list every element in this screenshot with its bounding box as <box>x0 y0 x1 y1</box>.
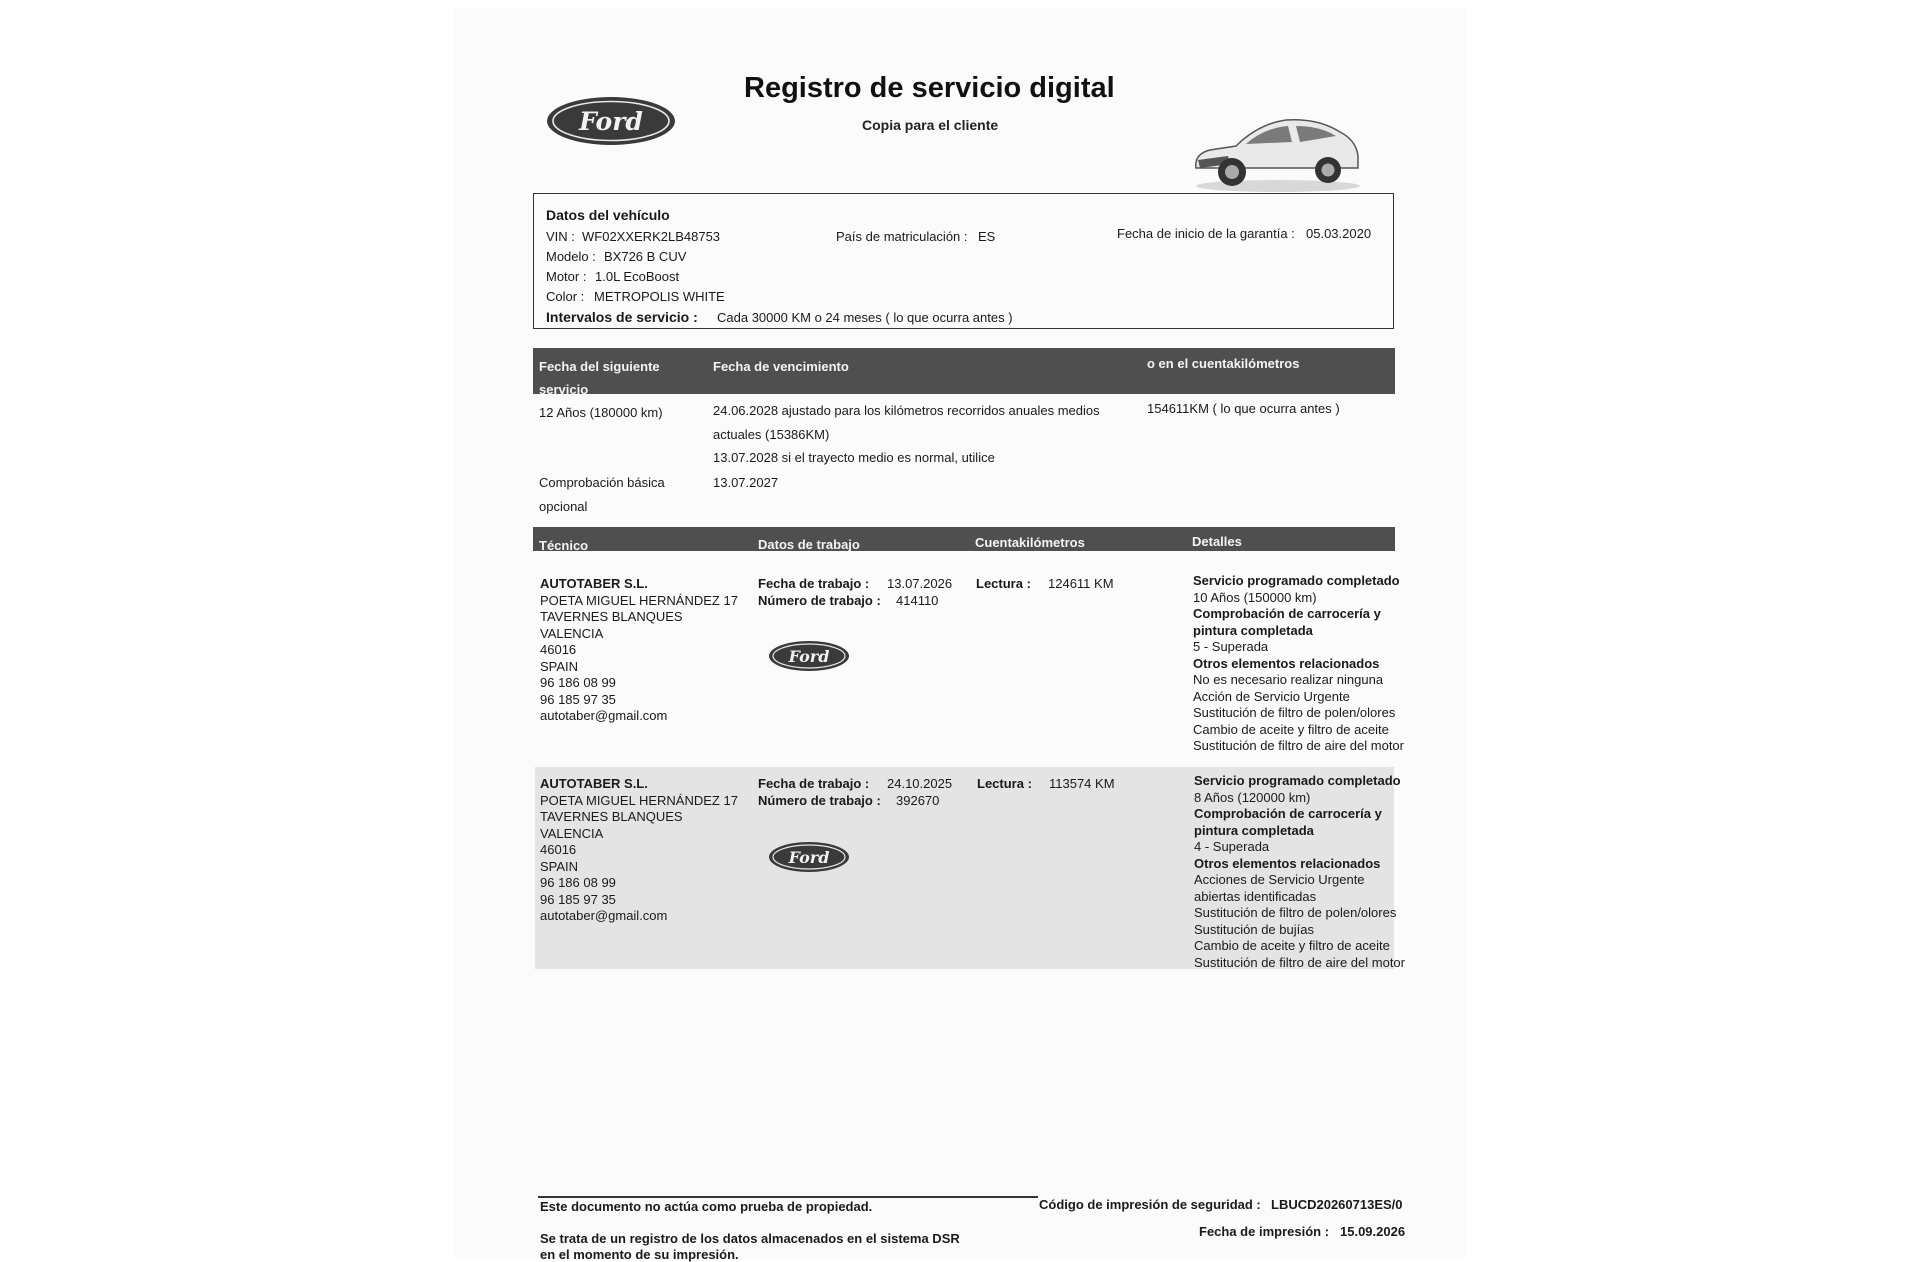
record-2-work-number: 392670 <box>896 793 940 808</box>
detail-line: Sustitución de filtro de aire del motor <box>1193 738 1404 753</box>
dealer-name: AUTOTABER S.L. <box>540 576 648 591</box>
detail-line: 5 - Superada <box>1193 639 1269 654</box>
dealer-postcode: 46016 <box>540 842 577 857</box>
detail-line: Sustitución de bujías <box>1194 921 1314 937</box>
detail-line: Sustitución de filtro de polen/olores <box>1194 905 1397 920</box>
record-2-reading: 113574 KM <box>1049 776 1115 791</box>
model-value: BX726 B CUV <box>604 249 687 264</box>
ford-logo-icon <box>545 95 677 147</box>
warranty-label: Fecha de inicio de la garantía : <box>1117 226 1295 241</box>
next-service-header <box>533 348 1395 394</box>
footer-dsr-line-2: en el momento de su impresión. <box>540 1247 739 1262</box>
record-1-work-date-label: Fecha de trabajo : <box>758 576 870 591</box>
header-due-date: Fecha de vencimiento <box>713 359 849 374</box>
dealer-phone-2: 96 185 97 35 <box>540 891 616 907</box>
record-2-dealer <box>540 776 738 925</box>
dealer-phone-2: 96 185 97 35 <box>540 691 616 707</box>
dealer-town: TAVERNES BLANQUES <box>540 609 683 624</box>
detail-line: Otros elementos relacionados <box>1194 855 1381 871</box>
record-1-reading: 124611 KM <box>1048 576 1114 591</box>
intervals-value: Cada 30000 KM o 24 meses ( lo que ocurra antes ) <box>717 310 1013 325</box>
dealer-postcode: 46016 <box>540 642 577 657</box>
next-service-row1-due-3: 13.07.2028 si el trayecto medio es normal, utilice <box>713 450 995 465</box>
detail-line: Acción de Servicio Urgente <box>1193 688 1350 704</box>
detail-line: Cambio de aceite y filtro de aceite <box>1193 721 1389 737</box>
footer-security-label: Código de impresión de seguridad : <box>1039 1197 1261 1212</box>
detail-line: pintura completada <box>1194 822 1314 838</box>
vin-label: VIN : <box>546 229 575 244</box>
detail-line: No es necesario realizar ninguna <box>1193 672 1384 687</box>
header-technician: Técnico <box>539 538 589 553</box>
dealer-street: POETA MIGUEL HERNÁNDEZ 17 <box>540 792 738 808</box>
next-service-row2-label-1: Comprobación básica <box>539 475 665 490</box>
footer-print-date: 15.09.2026 <box>1340 1224 1406 1239</box>
svg-text:Ford: Ford <box>788 647 830 666</box>
next-service-row1-label: 12 Años (180000 km) <box>539 405 663 420</box>
next-service-row2-label-2: opcional <box>539 499 588 514</box>
dealer-street: POETA MIGUEL HERNÁNDEZ 17 <box>540 592 738 608</box>
ford-logo-icon <box>768 640 850 672</box>
record-1-details <box>1193 573 1404 755</box>
next-service-row2-due: 13.07.2027 <box>713 475 779 490</box>
dealer-country: SPAIN <box>540 658 579 674</box>
dealer-province: VALENCIA <box>540 625 604 641</box>
next-service-row1-km: 154611KM ( lo que ocurra antes ) <box>1147 401 1340 416</box>
detail-line: pintura completada <box>1193 622 1313 638</box>
vehicle-section-title: Datos del vehículo <box>546 207 670 223</box>
dealer-name: AUTOTABER S.L. <box>540 776 648 791</box>
dealer-phone-1: 96 186 08 99 <box>540 875 616 890</box>
country-value: ES <box>978 229 996 244</box>
dealer-email: autotaber@gmail.com <box>540 908 668 923</box>
detail-line: 10 Años (150000 km) <box>1193 589 1317 605</box>
history-header <box>533 527 1395 551</box>
record-2-work-date-label: Fecha de trabajo : <box>758 776 870 791</box>
dealer-phone-1: 96 186 08 99 <box>540 675 616 690</box>
header-next-date-line2: servicio <box>539 382 589 397</box>
record-2-reading-label: Lectura : <box>977 776 1032 791</box>
intervals-label: Intervalos de servicio : <box>546 309 698 325</box>
dealer-province: VALENCIA <box>540 825 604 841</box>
vin-value: WF02XXERK2LB48753 <box>582 229 721 244</box>
model-label: Modelo : <box>546 249 596 264</box>
page-title: Registro de servicio digital <box>744 72 1115 104</box>
record-1-work-date: 13.07.2026 <box>887 576 953 591</box>
footer-not-proof: Este documento no actúa como prueba de propiedad. <box>540 1199 873 1214</box>
header-odometer: o en el cuentakilómetros <box>1147 356 1300 371</box>
color-label: Color : <box>546 289 585 304</box>
header-next-date-line1: Fecha del siguiente <box>539 359 660 374</box>
header-odometer-reading: Cuentakilómetros <box>975 535 1085 550</box>
page-subtitle: Copia para el cliente <box>862 117 999 133</box>
next-service-row1-due-1: 24.06.2028 ajustado para los kilómetros recorridos anuales medios <box>713 403 1100 418</box>
engine-value: 1.0L EcoBoost <box>595 269 680 284</box>
detail-line: Otros elementos relacionados <box>1193 655 1380 671</box>
record-1-work-number-label: Número de trabajo : <box>758 593 881 608</box>
warranty-value: 05.03.2020 <box>1306 226 1372 241</box>
svg-text:Ford: Ford <box>579 107 643 136</box>
dealer-email: autotaber@gmail.com <box>540 708 668 723</box>
next-service-row1-due-2: actuales (15386KM) <box>713 427 830 442</box>
color-value: METROPOLIS WHITE <box>594 289 725 304</box>
footer-dsr-line-1: Se trata de un registro de los datos almacenados en el sistema DSR <box>540 1231 960 1246</box>
country-label: País de matriculación : <box>836 229 968 244</box>
detail-line: Comprobación de carrocería y <box>1193 606 1381 621</box>
record-1-work-number: 414110 <box>896 593 939 608</box>
car-image-icon <box>1188 106 1363 194</box>
detail-line: 8 Años (120000 km) <box>1194 789 1311 805</box>
header-work-data: Datos de trabajo <box>758 537 860 552</box>
detail-line: Sustitución de filtro de aire del motor <box>1194 954 1405 970</box>
record-2-work-date: 24.10.2025 <box>887 776 953 791</box>
record-2-work-number-label: Número de trabajo : <box>758 793 881 808</box>
detail-line: Servicio programado completado <box>1193 573 1400 588</box>
detail-line: Servicio programado completado <box>1194 773 1401 788</box>
record-1-reading-label: Lectura : <box>976 576 1031 591</box>
detail-line: Acciones de Servicio Urgente <box>1194 872 1365 887</box>
dealer-country: SPAIN <box>540 858 579 874</box>
footer-print-label: Fecha de impresión : <box>1199 1224 1330 1239</box>
detail-line: Cambio de aceite y filtro de aceite <box>1194 938 1390 953</box>
detail-line: abiertas identificadas <box>1194 888 1317 904</box>
record-1-dealer <box>540 576 738 725</box>
footer-divider <box>538 1196 1038 1198</box>
record-2-details <box>1194 773 1405 971</box>
detail-line: Sustitución de filtro de polen/olores <box>1193 705 1396 720</box>
footer-security-code: LBUCD20260713ES/0 <box>1271 1197 1403 1212</box>
ford-logo-icon <box>768 841 850 873</box>
header-details: Detalles <box>1192 534 1242 549</box>
dealer-town: TAVERNES BLANQUES <box>540 809 683 824</box>
detail-line: Comprobación de carrocería y <box>1194 806 1382 821</box>
engine-label: Motor : <box>546 269 587 284</box>
detail-line: 4 - Superada <box>1194 839 1270 854</box>
svg-text:Ford: Ford <box>788 848 830 867</box>
